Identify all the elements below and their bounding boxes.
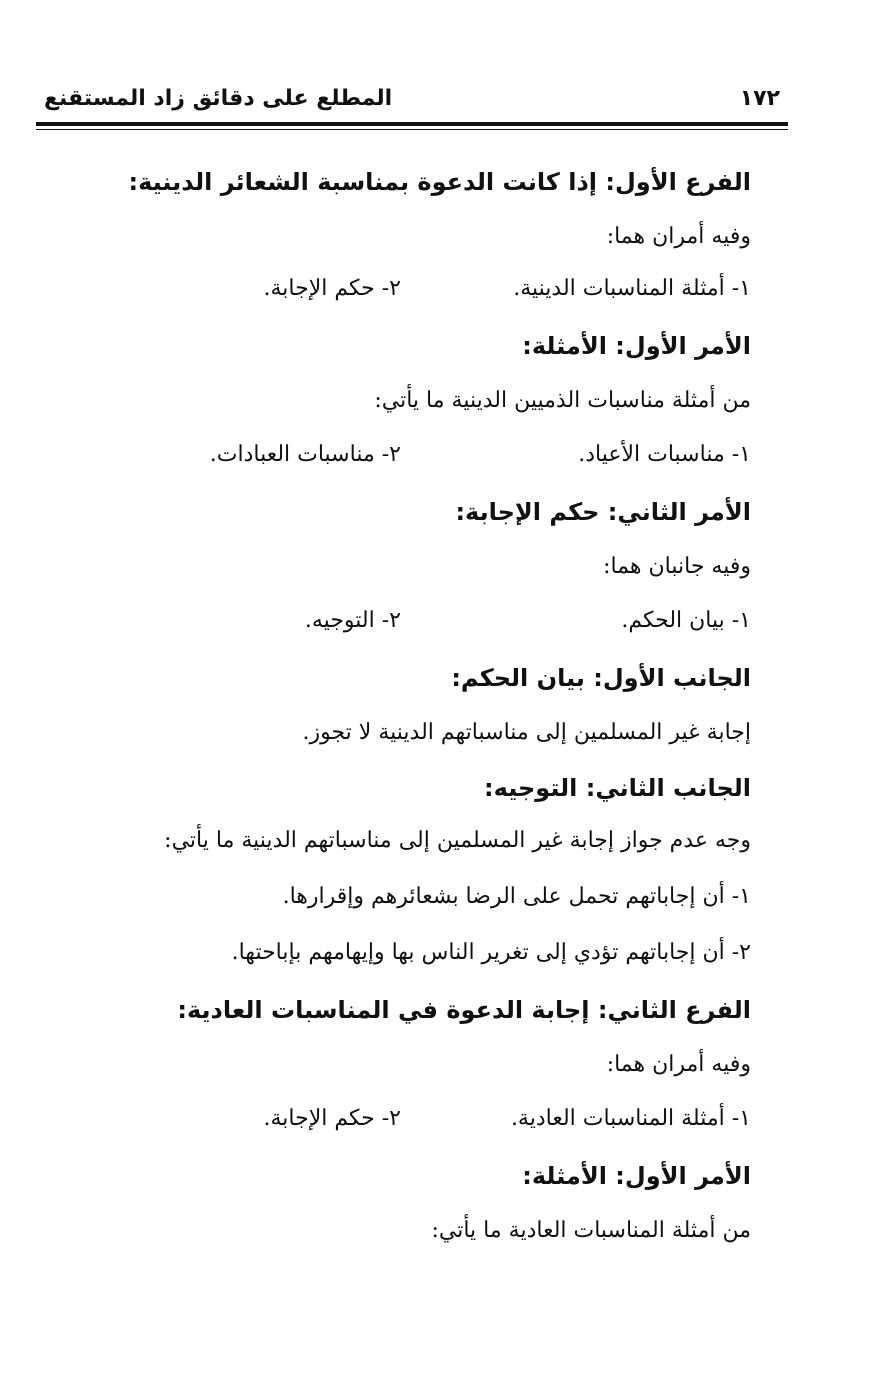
list-item: ٢- مناسبات العبادات. — [209, 442, 401, 467]
list-pair — [120, 608, 751, 642]
list-pair — [120, 442, 751, 476]
list-item: ١- أمثلة المناسبات الدينية. — [513, 276, 751, 301]
header-rule-thin — [36, 129, 788, 130]
paragraph-line: وفيه جانبان هما: — [603, 554, 751, 579]
list-item: ١- مناسبات الأعياد. — [578, 442, 751, 467]
list-pair — [120, 1106, 751, 1140]
paragraph-line: وفيه أمران هما: — [606, 224, 751, 249]
header-rule-thick — [36, 122, 788, 126]
subsection-heading: الأمر الثاني: حكم الإجابة: — [455, 498, 751, 526]
subsection-heading: الجانب الأول: بيان الحكم: — [451, 664, 751, 692]
paragraph-line: من أمثلة مناسبات الذميين الدينية ما يأتي: — [374, 388, 751, 413]
subsection-heading: الأمر الأول: الأمثلة: — [522, 1162, 751, 1190]
list-item: ٢- التوجيه. — [304, 608, 401, 633]
paragraph-line: وفيه أمران هما: — [606, 1052, 751, 1077]
section-heading-2: الفرع الثاني: إجابة الدعوة في المناسبات العادية: — [177, 996, 751, 1024]
list-item: ١- أن إجاباتهم تحمل على الرضا بشعائرهم وإقرارها. — [282, 884, 751, 909]
paragraph-line: وجه عدم جواز إجابة غير المسلمين إلى مناسباتهم الدينية ما يأتي: — [164, 828, 751, 853]
paragraph-line: من أمثلة المناسبات العادية ما يأتي: — [431, 1218, 751, 1243]
page-number: ١٧٢ — [739, 86, 780, 111]
list-pair — [120, 276, 751, 310]
list-item: ١- بيان الحكم. — [621, 608, 751, 633]
list-item: ٢- أن إجاباتهم تؤدي إلى تغرير الناس بها وإيهامهم بإباحتها. — [231, 940, 751, 965]
paragraph-line: إجابة غير المسلمين إلى مناسباتهم الدينية لا تجوز. — [302, 720, 751, 745]
subsection-heading: الأمر الأول: الأمثلة: — [522, 332, 751, 360]
section-heading-1: الفرع الأول: إذا كانت الدعوة بمناسبة الشعائر الدينية: — [128, 168, 751, 196]
running-header — [36, 86, 788, 120]
list-item: ٢- حكم الإجابة. — [263, 1106, 401, 1131]
book-title: المطلع على دقائق زاد المستقنع — [44, 86, 393, 111]
subsection-heading: الجانب الثاني: التوجيه: — [484, 774, 751, 802]
list-item: ١- أمثلة المناسبات العادية. — [510, 1106, 751, 1131]
list-item: ٢- حكم الإجابة. — [263, 276, 401, 301]
